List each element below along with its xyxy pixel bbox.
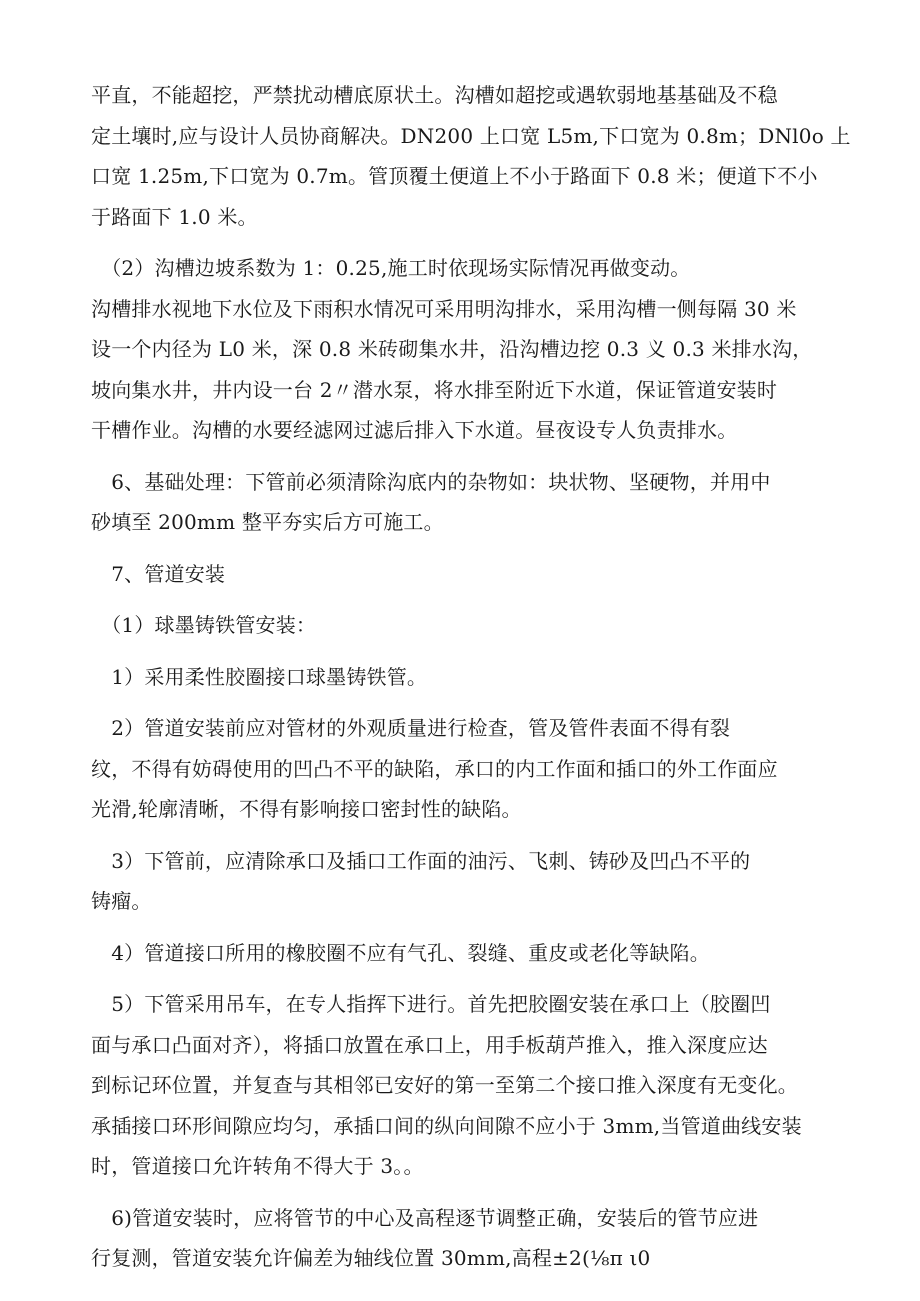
text-line: 纹，不得有妨碍使用的凹凸不平的缺陷，承口的内工作面和插口的外工作面应 (91, 756, 778, 781)
list-item-3 (91, 841, 851, 922)
list-item-2 (91, 708, 851, 830)
text-line: 3）下管前，应清除承口及插口工作面的油污、飞刺、铸砂及凹凸不平的 (91, 848, 751, 873)
paragraph-trench-excavation (91, 75, 851, 237)
text-line: 于路面下 1.0 米。 (91, 204, 258, 229)
text-line: 沟槽排水视地下水位及下雨积水情况可采用明沟排水，采用沟槽一侧每隔 30 米 (91, 296, 797, 321)
text-line: 6、基础处理：下管前必须清除沟底内的杂物如：块状物、坚硬物，并用中 (91, 469, 771, 494)
text-line: 定土壤时,应与设计人员协商解决。DN200 上口宽 L5m,下口宽为 0.8m；DNl0o 上 (91, 123, 851, 148)
text-line: 铸瘤。 (91, 889, 152, 913)
text-line: （2）沟槽边坡系数为 1：0.25,施工时依现场实际情况再做变动。 (91, 256, 691, 280)
text-line: 5）下管采用吊车，在专人指挥下进行。首先把胶圈安装在承口上（胶圈凹 (91, 992, 771, 1016)
text-line: 承插接口环形间隙应均匀，承插口间的纵向间隙不应小于 3mm,当管道曲线安装 (91, 1113, 802, 1138)
list-item-1 (91, 657, 851, 698)
section-heading-pipe-installation (91, 554, 851, 595)
text-line: 砂填至 200mm 整平夯实后方可施工。 (91, 510, 444, 534)
text-line: （1）球墨铸铁管安装： (91, 613, 317, 637)
text-line: 光滑,轮廓清晰，不得有影响接口密封性的缺陷。 (91, 797, 522, 821)
text-line: 1）采用柔性胶圈接口球墨铸铁管。 (91, 664, 428, 689)
text-line: 面与承口凸面对齐），将插口放置在承口上，用手板葫芦推入，推入深度应达 (91, 1032, 768, 1057)
text-line: 到标记环位置，并复查与其相邻已安好的第一至第二个接口推入深度有无变化。 (91, 1073, 798, 1097)
paragraph-trench-drainage (91, 248, 851, 451)
text-line: 口宽 1.25m,下口宽为 0.7m。管顶覆土便道上不小于路面下 0.8 米；便道下不小 (91, 164, 818, 188)
text-line: 4）管道接口所用的橡胶圈不应有气孔、裂缝、重皮或老化等缺陷。 (91, 940, 710, 965)
text-line: 干槽作业。沟槽的水要经滤网过滤后排入下水道。昼夜设专人负责排水。 (91, 418, 738, 442)
text-line: 2）管道安装前应对管材的外观质量进行检查，管及管件表面不得有裂 (91, 716, 731, 740)
text-line: 设一个内径为 L0 米，深 0.8 米砖砌集水井，沿沟槽边挖 0.3 义 0.3 米排水沟， (91, 337, 813, 361)
text-line: 坡向集水井，井内设一台 2〃潜水泵，将水排至附近下水道，保证管道安装时 (91, 377, 778, 402)
document-body (91, 75, 851, 1279)
subheading-ductile-iron-pipe (91, 605, 851, 646)
list-item-6 (91, 1198, 851, 1279)
paragraph-foundation-treatment (91, 462, 851, 543)
text-line: 行复测，管道安装允许偏差为轴线位置 30mm,高程±2(⅛π ι0 (91, 1246, 651, 1270)
text-line: 时，管道接口允许转角不得大于 3。。 (91, 1154, 424, 1178)
list-item-4 (91, 933, 851, 974)
text-line: 7、管道安装 (91, 561, 226, 586)
list-item-5 (91, 984, 851, 1187)
text-line: 6)管道安装时，应将管节的中心及高程逐节调整正确，安装后的管节应进 (91, 1205, 759, 1230)
text-line: 平直，不能超挖，严禁扰动槽底原状土。沟槽如超挖或遇软弱地基基础及不稳 (91, 83, 778, 107)
